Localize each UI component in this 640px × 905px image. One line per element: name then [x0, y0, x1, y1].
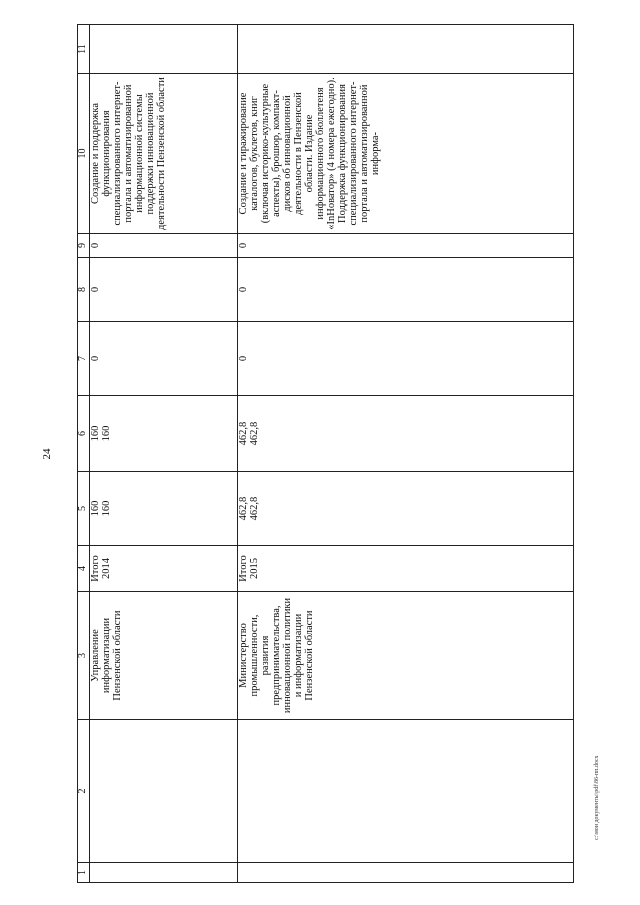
- year-label: 2015: [249, 558, 260, 579]
- table-row: [238, 25, 574, 883]
- regional-budget-cell: [238, 396, 574, 472]
- result-cell: Создание и поддержка функционирования специализированного интернет-портала и автоматизированной информационной системы поддержки инновационной деятельности Пензенской области: [90, 74, 238, 234]
- regional-budget-year: 160: [101, 425, 112, 442]
- col8-cell: 0: [90, 258, 238, 322]
- total-label: Итого: [90, 555, 101, 582]
- funding-total: 160: [90, 500, 101, 517]
- col-num-5: 5: [78, 472, 90, 546]
- executor-cell: Министерство промышленности, развития предпринимательства, инновационной политики и информатизации Пензенской области: [238, 592, 574, 720]
- cell-empty: [238, 25, 574, 74]
- cell-empty: [238, 863, 574, 883]
- total-label: Итого: [238, 555, 249, 582]
- col-num-7: 7: [78, 322, 90, 396]
- col9-cell: 0: [90, 234, 238, 258]
- funding-cell: [238, 472, 574, 546]
- col-num-4: 4: [78, 546, 90, 592]
- col-num-10: 10: [78, 74, 90, 234]
- col-num-1: 1: [78, 863, 90, 883]
- col-num-11: 11: [78, 25, 90, 74]
- table-row: [90, 25, 238, 883]
- col-num-9: 9: [78, 234, 90, 258]
- funding-cell: [90, 472, 238, 546]
- cell-empty: [90, 25, 238, 74]
- regional-budget-total: 462,8: [238, 421, 249, 446]
- col7-cell: 0: [90, 322, 238, 396]
- cell-empty: [90, 720, 238, 863]
- cell-empty: [90, 863, 238, 883]
- col7-cell: 0: [238, 322, 574, 396]
- funding-year: 160: [101, 500, 112, 517]
- executor-cell: Управление информатизации Пензенской области: [90, 592, 238, 720]
- col-num-6: 6: [78, 396, 90, 472]
- funding-total: 462,8: [238, 496, 249, 521]
- year-label: 2014: [101, 558, 112, 579]
- regional-budget-cell: [90, 396, 238, 472]
- col8-cell: 0: [238, 258, 574, 322]
- year-cell: [238, 546, 574, 592]
- regional-budget-year: 462,8: [249, 421, 260, 446]
- year-cell: [90, 546, 238, 592]
- footer-file-path: с:\мои документы\pdf\86-пп.docx: [594, 755, 600, 840]
- page-number: 24: [41, 448, 53, 460]
- regional-budget-total: 160: [90, 425, 101, 442]
- col-num-2: 2: [78, 720, 90, 863]
- program-table: [77, 24, 574, 883]
- col-num-3: 3: [78, 592, 90, 720]
- result-cell: Создание и тиражирование каталогов, буклетов, книг (включая историко-культурные аспекты), брошюр, компакт-дисков об инновационной деятельности в Пензенской области. Издание информационного бюллетеня «InНоватор» (4 номера ежегодно). Поддержка функционирования специализированного интернет-портала и автоматизированной информа-: [238, 74, 574, 234]
- col-num-8: 8: [78, 258, 90, 322]
- funding-year: 462,8: [249, 496, 260, 521]
- cell-empty: [238, 720, 574, 863]
- rotated-table-container: [77, 25, 583, 883]
- column-number-row: [78, 25, 90, 883]
- col9-cell: 0: [238, 234, 574, 258]
